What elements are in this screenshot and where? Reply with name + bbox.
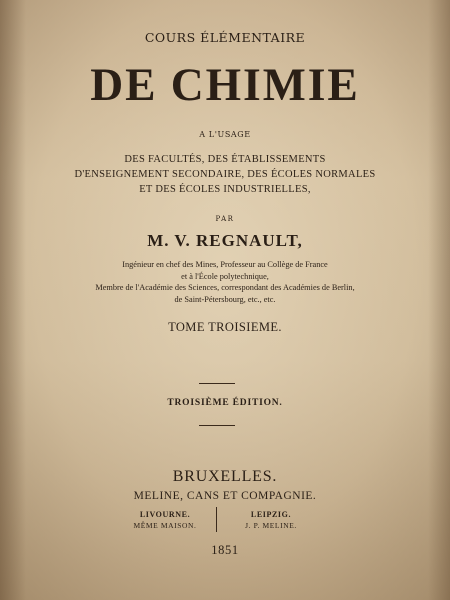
branch-house: MÊME MAISON.	[133, 521, 197, 530]
destination-line: D'ENSEIGNEMENT SECONDAIRE, DES ÉCOLES NORMALES	[74, 169, 376, 180]
branch-place: LIVOURNE.	[139, 510, 191, 519]
publication-year: 1851	[211, 543, 239, 557]
edition-label: TROISIÈME ÉDITION.	[167, 398, 283, 408]
destination-line: DES FACULTÉS, DES ÉTABLISSEMENTS	[124, 154, 326, 165]
destinations	[0, 152, 450, 197]
par-label: PAR	[215, 215, 235, 223]
credential-line: Membre de l'Académie des Sciences, correspondant des Académies de Berlin,	[95, 283, 355, 292]
imprint-branch-right	[216, 509, 326, 531]
branch-place: LEIPZIG.	[250, 510, 292, 519]
author-credentials	[0, 259, 450, 305]
branch-house: J. P. MELINE.	[245, 521, 297, 530]
imprint-branch-left	[110, 509, 220, 531]
divider-rule	[199, 383, 235, 384]
subtitle: COURS ÉLÉMENTAIRE	[144, 30, 306, 45]
imprint-publisher: MELINE, CANS ET COMPAGNIE.	[133, 490, 317, 502]
book-title: DE CHIMIE	[90, 59, 360, 111]
imprint-city: BRUXELLES.	[172, 468, 278, 485]
volume-label: TOME TROISIEME.	[168, 320, 282, 334]
divider-rule	[199, 425, 235, 426]
destination-line: ET DES ÉCOLES INDUSTRIELLES,	[139, 184, 311, 195]
credential-line: et à l'École polytechnique,	[181, 271, 269, 281]
credential-line: de Saint-Pétersbourg, etc., etc.	[174, 294, 276, 304]
usage-line: A L'USAGE	[199, 130, 251, 139]
author-name: M. V. REGNAULT,	[147, 231, 303, 250]
credential-line: Ingénieur en chef des Mines, Professeur au Collège de France	[122, 260, 328, 269]
